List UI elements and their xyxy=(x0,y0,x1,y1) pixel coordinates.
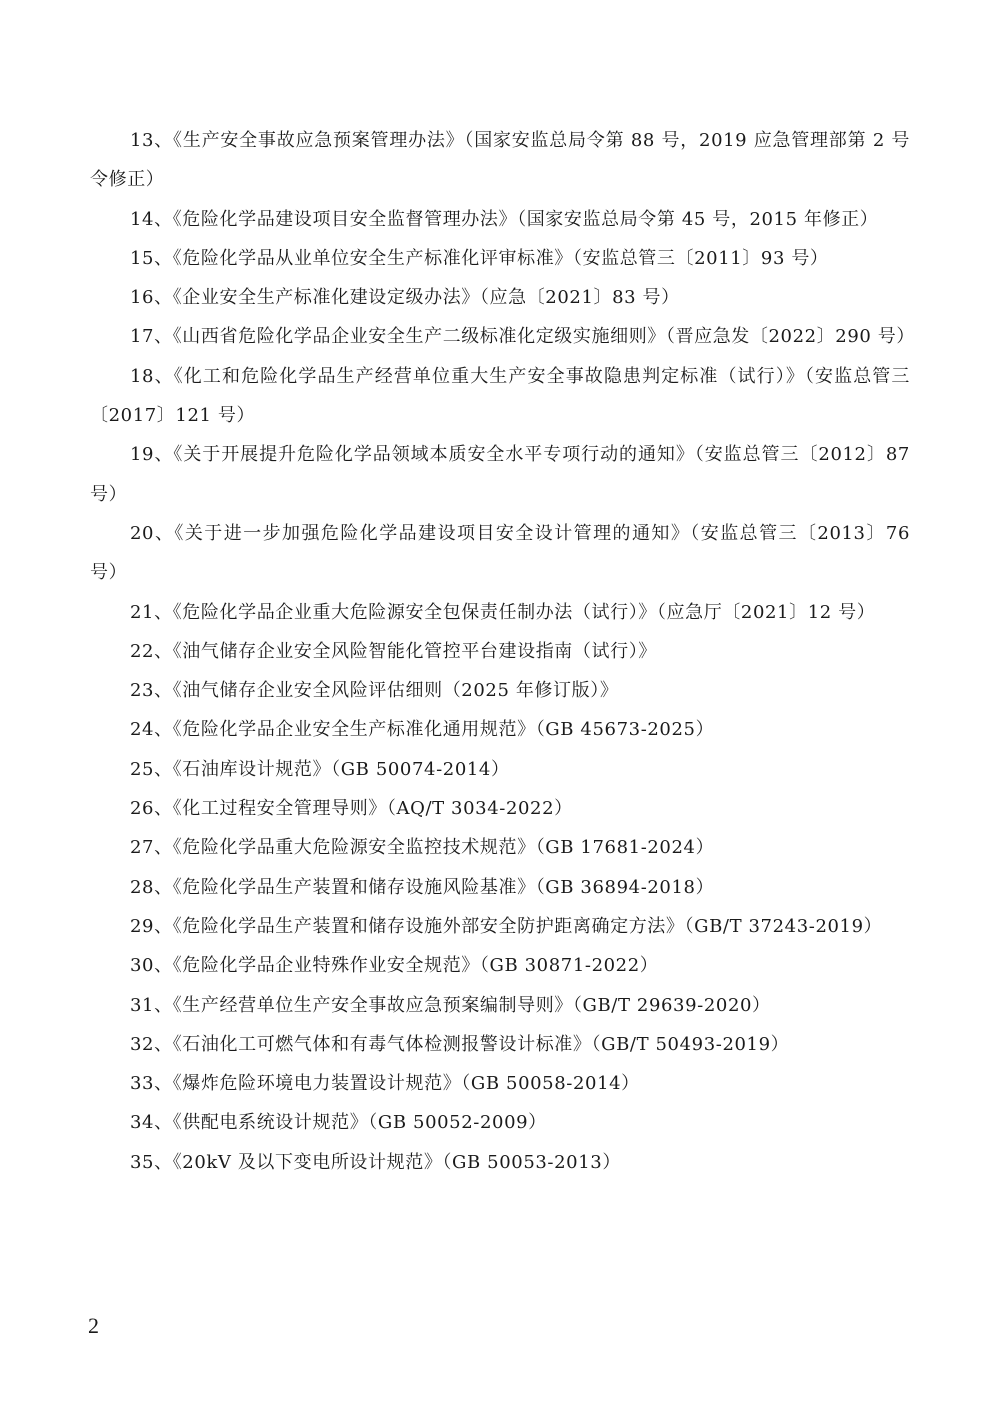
list-item: 30、《危险化学品企业特殊作业安全规范》（GB 30871-2022） xyxy=(130,955,659,977)
list-item: 21、《危险化学品企业重大危险源安全包保责任制办法（试行）》（应急厅〔2021〕12 号） xyxy=(130,601,876,623)
list-item: 19、《关于开展提升危险化学品领域本质安全水平专项行动的通知》（安监总管三〔2012〕87 号） xyxy=(90,444,910,505)
list-item: 17、《山西省危险化学品企业安全生产二级标准化定级实施细则》（晋应急发〔2022〕290 号） xyxy=(130,326,915,348)
list-item: 28、《危险化学品生产装置和储存设施风险基准》（GB 36894-2018） xyxy=(130,876,715,898)
list-item: 34、《供配电系统设计规范》（GB 50052-2009） xyxy=(130,1112,547,1134)
list-item: 22、《油气储存企业安全风险智能化管控平台建设指南（试行）》 xyxy=(130,640,657,662)
list-item: 20、《关于进一步加强危险化学品建设项目安全设计管理的通知》（安监总管三〔2013〕76 号） xyxy=(90,522,910,584)
list-item: 29、《危险化学品生产装置和储存设施外部安全防护距离确定方法》（GB/T 37243-2019） xyxy=(130,915,883,937)
list-item: 32、《石油化工可燃气体和有毒气体检测报警设计标准》（GB/T 50493-2019） xyxy=(130,1033,790,1055)
page-number: 2 xyxy=(88,1313,99,1338)
list-item: 24、《危险化学品企业安全生产标准化通用规范》（GB 45673-2025） xyxy=(130,719,715,741)
list-item: 31、《生产经营单位生产安全事故应急预案编制导则》（GB/T 29639-2020） xyxy=(130,994,771,1016)
list-item: 13、《生产安全事故应急预案管理办法》（国家安监总局令第 88 号，2019 应急管理部第 2 号令修正） xyxy=(90,130,910,191)
list-item: 15、《危险化学品从业单位安全生产标准化评审标准》（安监总管三〔2011〕93 号） xyxy=(130,247,829,269)
list-item: 18、《化工和危险化学品生产经营单位重大生产安全事故隐患判定标准（试行）》（安监总管三〔2017〕121 号） xyxy=(90,365,910,427)
list-item: 23、《油气储存企业安全风险评估细则（2025 年修订版）》 xyxy=(130,680,619,702)
list-item: 35、《20kV 及以下变电所设计规范》（GB 50053-2013） xyxy=(130,1151,621,1173)
list-item: 25、《石油库设计规范》（GB 50074-2014） xyxy=(130,758,510,780)
regulation-list xyxy=(90,121,915,1182)
list-item: 16、《企业安全生产标准化建设定级办法》（应急〔2021〕83 号） xyxy=(130,287,680,309)
list-item: 27、《危险化学品重大危险源安全监控技术规范》（GB 17681-2024） xyxy=(130,837,715,859)
list-item: 33、《爆炸危险环境电力装置设计规范》（GB 50058-2014） xyxy=(130,1073,640,1095)
list-item: 26、《化工过程安全管理导则》（AQ/T 3034-2022） xyxy=(130,798,573,820)
list-item: 14、《危险化学品建设项目安全监督管理办法》（国家安监总局令第 45 号，2015 年修正） xyxy=(130,208,879,230)
